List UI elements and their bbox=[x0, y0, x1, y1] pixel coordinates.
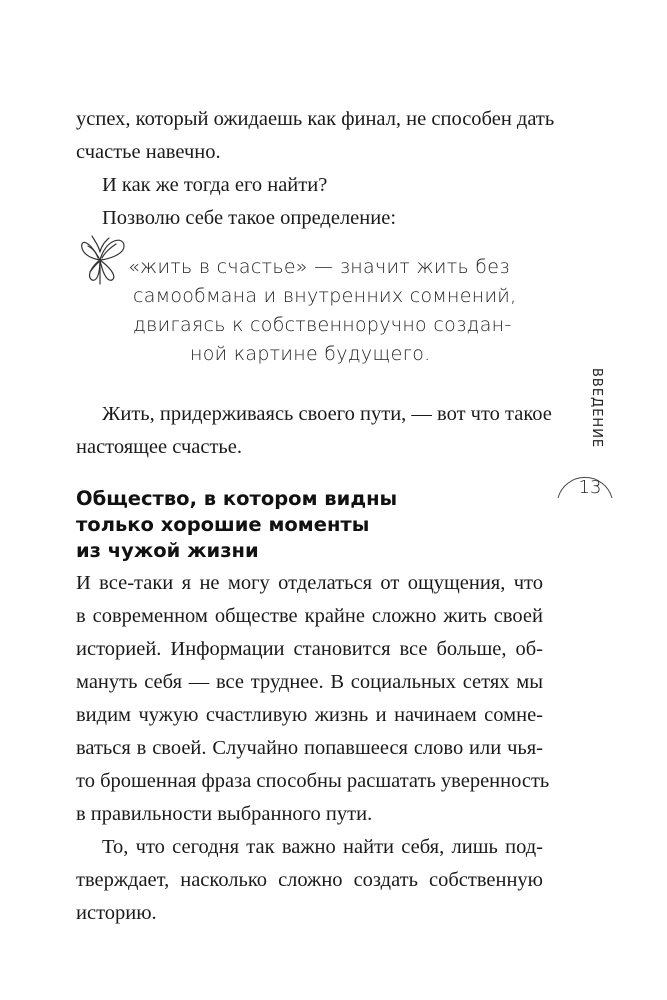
text-line: ваться в своей. Случайно попавшееся слово или чья- bbox=[76, 737, 543, 759]
question-line: И как же тогда его найти? bbox=[102, 174, 328, 196]
quote-line: «жить в счастье» — значит жить без bbox=[128, 256, 510, 278]
intro-line: Позволю себе такое определение: bbox=[102, 207, 397, 229]
page-number: 13 bbox=[578, 477, 602, 498]
text-line: И все-таки я не могу отделаться от ощущения, что bbox=[76, 572, 543, 594]
text-line: то брошенная фраза способны расшатать уверенность bbox=[76, 770, 550, 792]
text-line: в современном обществе крайне сложно жить своей bbox=[76, 605, 543, 627]
quote-line: самообмана и внутренних сомнений, bbox=[133, 285, 517, 307]
text-line: в правильности выбранного пути. bbox=[76, 803, 373, 825]
quote-line: ной картине будущего. bbox=[190, 343, 431, 365]
text-line: успех, который ожидаешь как финал, не способен дать bbox=[76, 108, 555, 130]
text-line: Жить, придерживаясь своего пути, — вот что такое bbox=[102, 403, 552, 425]
text-line: мануть себя — все труднее. В социальных сетях мы bbox=[76, 671, 543, 693]
text-line: видим чужую счастливую жизнь и начинаем сомне- bbox=[76, 704, 543, 726]
chapter-title: ВВЕДЕНИЕ bbox=[589, 368, 604, 449]
text-line: То, что сегодня так важно найти себя, лишь под- bbox=[102, 836, 543, 858]
text-line: тверждает, насколько сложно создать собственную bbox=[76, 869, 543, 891]
text-line: настоящее счастье. bbox=[76, 436, 242, 458]
text-line: историю. bbox=[76, 902, 157, 924]
quote-line: двигаясь к собственноручно создан- bbox=[133, 314, 512, 336]
text-line: счастье навечно. bbox=[76, 141, 221, 163]
heading-line: только хорошие моменты bbox=[76, 513, 370, 536]
text-line: историей. Информации становится все больше, об- bbox=[76, 638, 543, 660]
heading-line: из чужой жизни bbox=[76, 539, 259, 562]
heading-line: Общество, в котором видны bbox=[76, 487, 398, 510]
